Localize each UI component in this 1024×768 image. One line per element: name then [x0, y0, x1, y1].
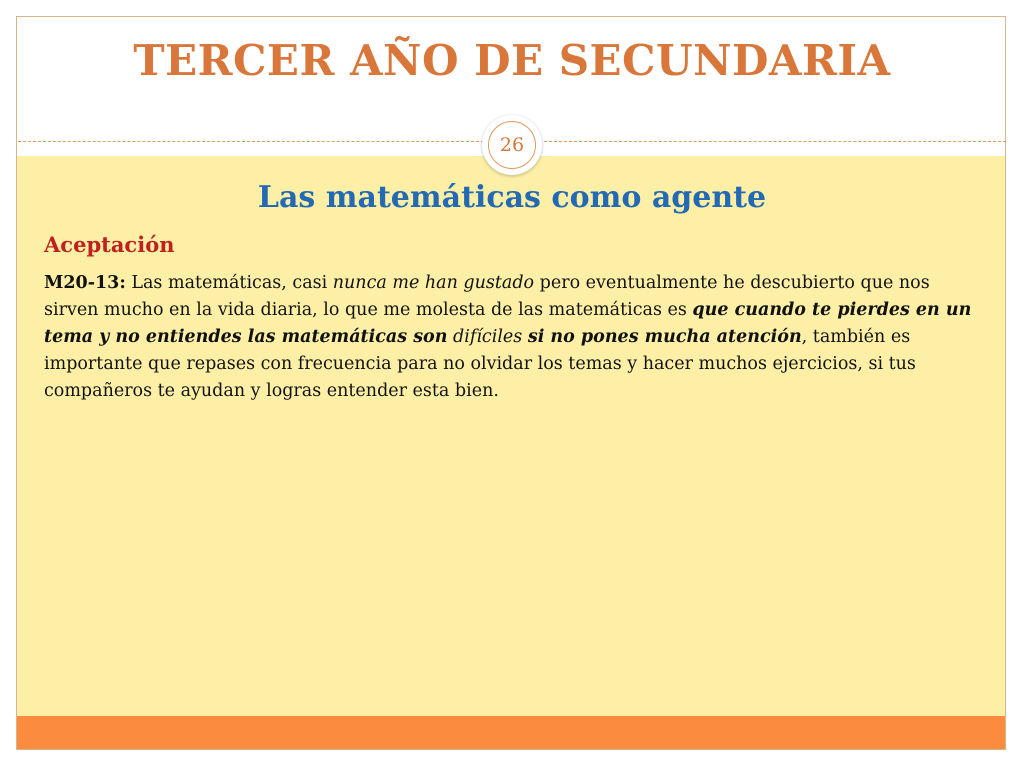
quote-text-1: Las matemáticas, casi — [125, 273, 333, 293]
page-number: 26 — [488, 121, 536, 169]
divider-right — [544, 141, 1006, 142]
quote-bold-italic-2: si no pones mucha atención — [527, 327, 802, 347]
quote-text-2: pero eventualmente he descubierto que nos sirven mucho en la vida diaria, lo que me molesta de las matemáticas es — [44, 273, 930, 320]
quote-bold-italic-1: que cuando te pierdes en un tema y no entiendes las matemáticas son — [44, 300, 972, 347]
quote-paragraph — [44, 270, 974, 405]
divider-left — [18, 141, 484, 142]
quote-italic-2: difíciles — [453, 327, 523, 347]
quote-speaker: M20-13: — [44, 273, 126, 293]
slide-title: TERCER AÑO DE SECUNDARIA — [133, 36, 891, 85]
footer-bar — [17, 716, 1005, 749]
page-number-badge — [482, 115, 542, 175]
subheading: Aceptación — [44, 232, 175, 257]
quote-italic-1: nunca me han gustado — [332, 273, 535, 293]
section-heading: Las matemáticas como agente — [257, 180, 767, 215]
quote-text-3: , también es importante que repases con frecuencia para no olvidar los temas y hacer muchos ejercicios, si tus compañeros te ayudan y logras entender esta bien. — [44, 327, 916, 401]
